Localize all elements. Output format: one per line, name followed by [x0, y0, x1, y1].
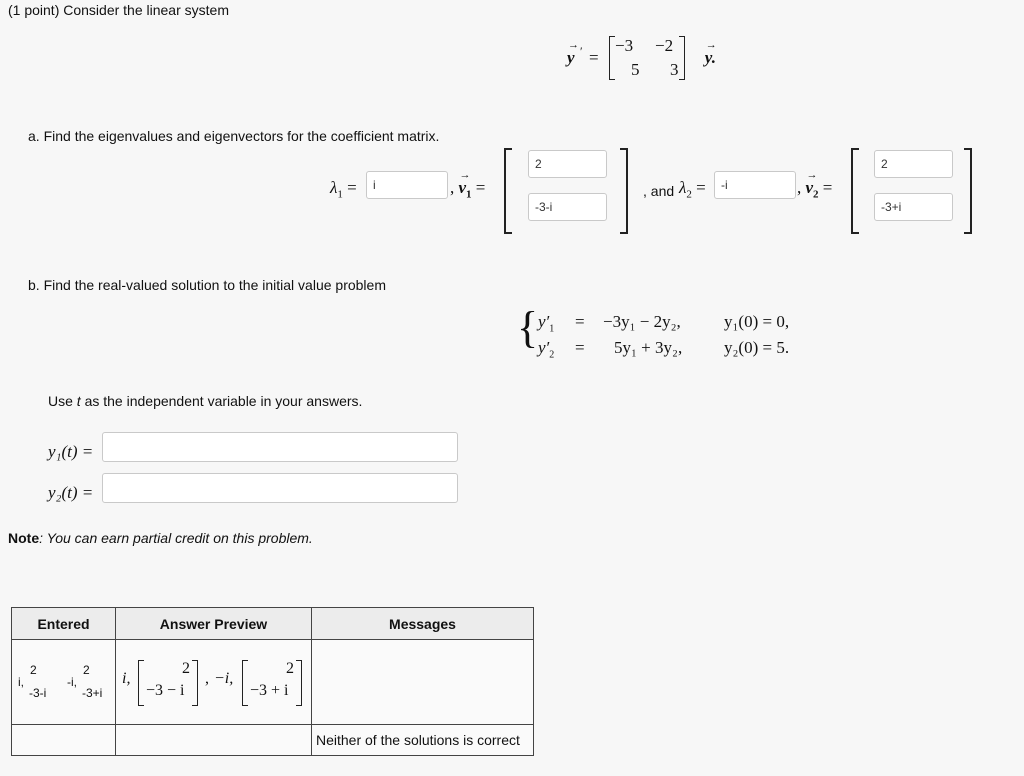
lambda1-label: $\lambda_1$ =	[330, 178, 357, 201]
v1-component-1-input[interactable]: 2	[528, 150, 607, 178]
part-a-label: a. Find the eigenvalues and eigenvectors for the coefficient matrix.	[28, 128, 440, 144]
v2-right-bracket	[964, 148, 972, 234]
lambda2-label: $\lambda_2$ =	[679, 178, 706, 201]
entered-cell: i, 2 -3-i -i, 2 -3+i	[12, 640, 116, 725]
ic1: y₁(0) = 0,	[724, 312, 790, 331]
part-b-label: b. Find the real-valued solution to the initial value problem	[28, 277, 386, 293]
v1-left-bracket	[504, 148, 512, 234]
y2-input[interactable]	[102, 473, 458, 503]
ode-eq1-equals: =	[575, 312, 585, 331]
header-entered: Entered	[12, 608, 116, 640]
ode-eq2-lhs: $y'_2$	[538, 338, 555, 361]
ic2: y₂(0) = 5.	[724, 338, 790, 357]
header-messages: Messages	[312, 608, 534, 640]
lambda2-input[interactable]: -i	[714, 171, 796, 199]
y-vector-symbol-rhs: → y.	[704, 39, 717, 67]
and-text: , and	[643, 183, 675, 199]
lambda1-input[interactable]: i	[366, 171, 448, 199]
ode-eq1-lhs: $y'_1$	[538, 312, 555, 335]
matrix-a12: −2	[655, 36, 674, 55]
y-vector-symbol: → y	[567, 39, 579, 67]
ode-eq2-rhs: 5y₁ + 3y₂,	[614, 338, 683, 357]
use-t-instruction: Use t as the independent variable in your answers.	[48, 393, 363, 409]
matrix-a21: 5	[631, 60, 640, 79]
matrix-a11: −3	[615, 36, 634, 55]
v2-component-2-input[interactable]: -3+i	[874, 193, 953, 221]
y1-label: y₁(t) =	[48, 442, 94, 461]
y2-label: y₂(t) =	[48, 483, 94, 502]
v1-component-2-input[interactable]: -3-i	[528, 193, 607, 221]
empty-entered-cell	[12, 725, 116, 756]
problem-header: (1 point) Consider the linear system	[8, 2, 229, 18]
answers-table	[11, 607, 534, 756]
v2-component-1-input[interactable]: 2	[874, 150, 953, 178]
ode-eq1-rhs: −3y₁ − 2y₂,	[603, 312, 681, 331]
messages-cell	[312, 640, 534, 725]
system-equation: → y ′ = −3 −2 5 3 → y.	[567, 36, 717, 79]
system-brace: {	[517, 303, 539, 352]
v2-left-bracket	[851, 148, 859, 234]
ode-eq2-equals: =	[575, 338, 585, 357]
partial-credit-note: Note: You can earn partial credit on this problem.	[8, 530, 313, 546]
v1-right-bracket	[620, 148, 628, 234]
empty-preview-cell	[116, 725, 312, 756]
v2-label: , → $v_2$ =	[797, 169, 833, 201]
error-message: Neither of the solutions is correct	[312, 725, 534, 756]
header-answer-preview: Answer Preview	[116, 608, 312, 640]
answer-preview-cell: i, 2 −3 − i , −i, 2 −3 + i	[116, 640, 312, 725]
matrix-a22: 3	[670, 60, 679, 79]
y1-input[interactable]	[102, 432, 458, 462]
v1-label: , → $v_1$ =	[450, 169, 486, 201]
